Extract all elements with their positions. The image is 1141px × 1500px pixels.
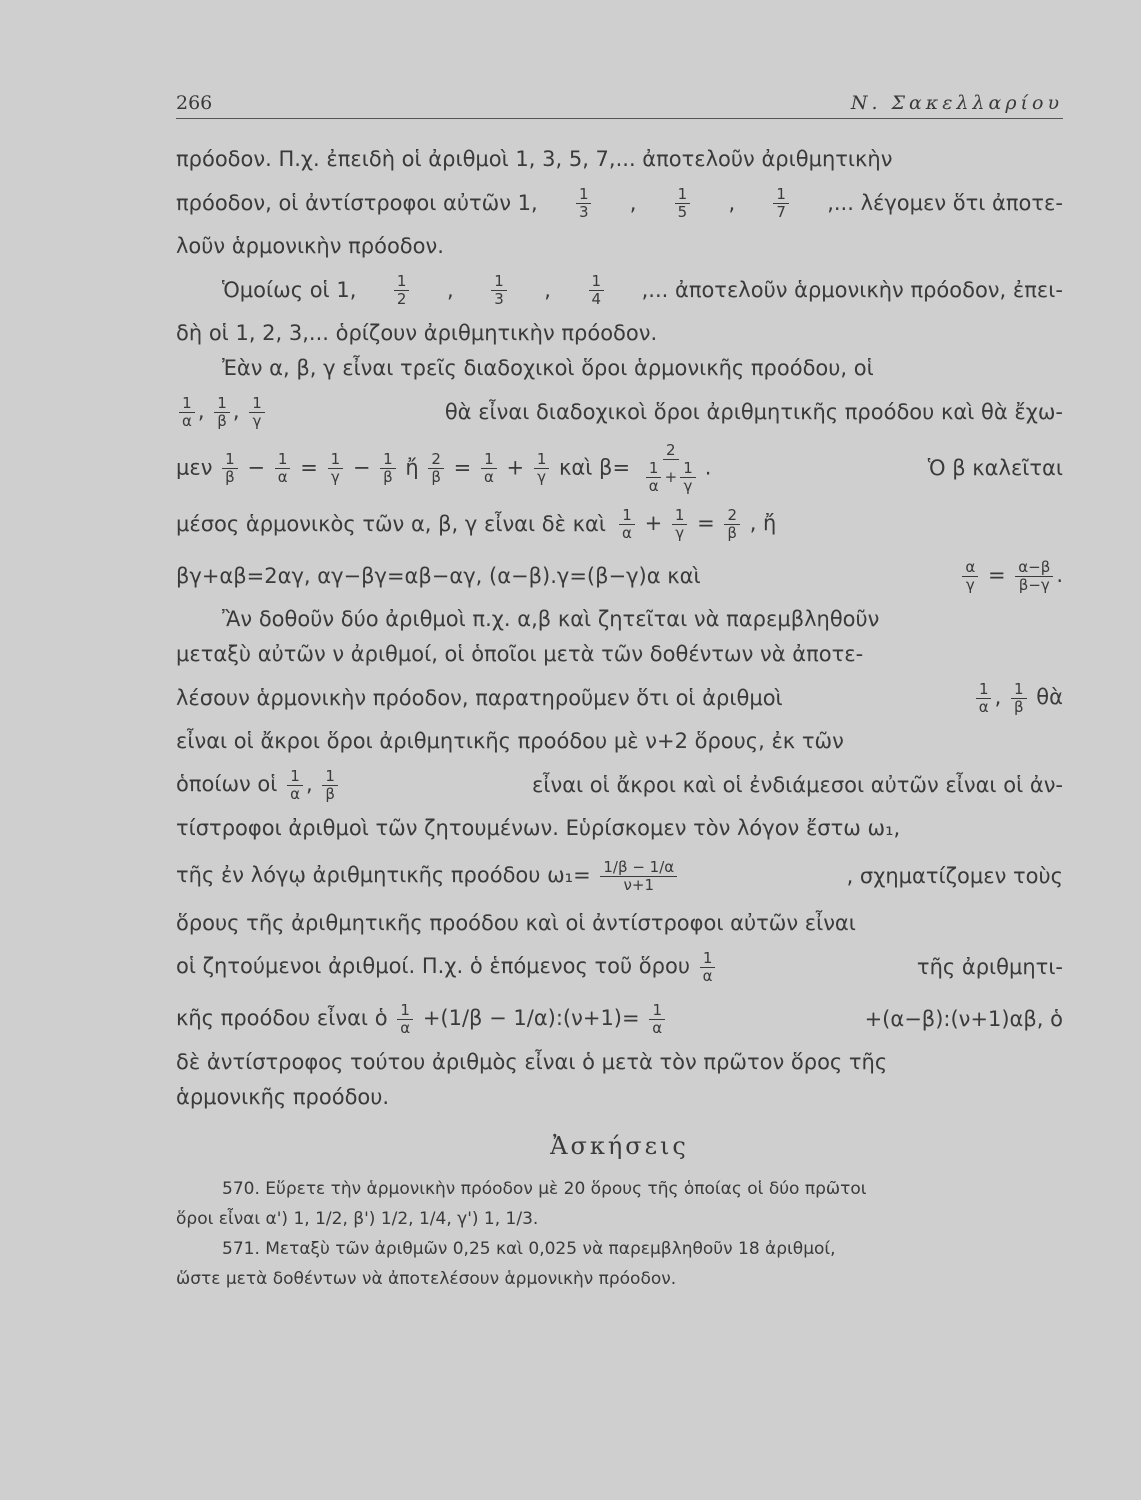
section-heading: Ἀσκήσεις	[550, 1132, 689, 1160]
fraction: $\frac{1/\beta - 1/\alpha}{\nu+1}$	[600, 859, 677, 894]
text-line: δὴ οἱ 1, 2, 3,... ὁρίζουν ἀριθμητικὴν πρόοδον.	[176, 321, 658, 345]
text-line: λέσουν ἁρμονικὴν πρόοδον, παρατηροῦμεν ὅτι οἱ ἀριθμοὶ $\frac{1}{\alpha}$ , $\frac{1}{\beta}$ θὰ	[176, 679, 1063, 716]
text-line: οἱ ζητούμενοι ἀριθμοί. Π.χ. ὁ ἑπόμενος τοῦ ὅρου $\frac{1}{\alpha}$ τῆς ἀριθμητι-	[176, 948, 1063, 985]
fraction: $\frac{1}{\alpha}$	[976, 681, 992, 716]
text-line: τῆς ἐν λόγῳ ἀριθμητικῆς προόδου ω₁= $\frac{1/\beta - 1/\alpha}{\nu+1}$ , σχηματίζομεν τοὺς	[176, 857, 1063, 894]
fraction: $\frac{1}{\beta}$	[222, 451, 238, 486]
fraction: $\frac{1}{\alpha}$	[700, 950, 716, 985]
exercise-line: ὅροι εἶναι α') 1, 1/2, β') 1/2, 1/4, γ') 1, 1/3.	[176, 1209, 539, 1229]
fraction: $\frac{1}{\beta}$	[322, 768, 338, 803]
text-line: μεν $\frac{1}{\beta}$ − $\frac{1}{\alpha}$ = $\frac{1}{\gamma}$ − $\frac{1}{\beta}$ ἤ $\frac{2}{\beta}$ = $\frac{1}{\alpha}$ + $\frac{1}{\gamma}$ καὶ β= 2 $\frac{1}{\alpha}$ + $\frac{1}{\gamma}$ . Ὁ β καλεῖται	[176, 440, 1063, 495]
text-line: ὅρους τῆς ἀριθμητικῆς προόδου καὶ οἱ ἀντίστροφοι αὐτῶν εἶναι	[176, 911, 856, 935]
text-line: πρόοδον, οἱ ἀντίστροφοι αὐτῶν 1, $\frac{1}{3}$ , $\frac{1}{5}$ , $\frac{1}{7}$ ,... λέγομεν ὅτι ἀποτε-	[176, 184, 1063, 221]
fraction: $\frac{2}{\beta}$	[428, 451, 444, 486]
text-line: κῆς προόδου εἶναι ὁ $\frac{1}{\alpha}$ +(1/β − 1/α):(ν+1)= $\frac{1}{\alpha}$ +(α−β):(ν+1)αβ, ὁ	[176, 1000, 1063, 1037]
text-line: δὲ ἀντίστροφος τούτου ἀριθμὸς εἶναι ὁ μετὰ τὸν πρῶτον ὅρος τῆς	[176, 1050, 888, 1074]
fraction: $\frac{1}{\beta}$	[1011, 681, 1027, 716]
fraction: $\frac{1}{\alpha}$	[287, 768, 303, 803]
fraction: $\frac{1}{\gamma}$	[534, 451, 550, 486]
text-line: λοῦν ἁρμονικὴν πρόοδον.	[176, 234, 444, 258]
text-line: πρόοδον. Π.χ. ἐπειδὴ οἱ ἀριθμοὶ 1, 3, 5, 7,... ἀποτελοῦν ἀριθμητικὴν	[176, 147, 893, 171]
text-line: βγ+αβ=2αγ, αγ−βγ=αβ−αγ, (α−β).γ=(β−γ)α καὶ $\frac{\alpha}{\gamma}$ = $\frac{\alpha-\beta}{\beta-\gamma}$ .	[176, 557, 1063, 594]
fraction: $\frac{1}{\alpha}$	[619, 507, 635, 542]
fraction: 2 $\frac{1}{\alpha}$ + $\frac{1}{\gamma}$	[640, 442, 702, 495]
text-line: Ἂν δοθοῦν δύο ἀριθμοὶ π.χ. α,β καὶ ζητεῖται νὰ παρεμβληθοῦν	[222, 607, 880, 631]
fraction: $\frac{1}{2}$	[394, 273, 410, 308]
fraction: $\frac{1}{7}$	[773, 186, 789, 221]
body-text	[176, 142, 1063, 1294]
fraction: $\frac{1}{\gamma}$	[672, 507, 688, 542]
fraction: $\frac{1}{\alpha}$	[649, 1002, 665, 1037]
fraction: $\frac{1}{\alpha}$	[481, 451, 497, 486]
fraction: $\frac{1}{\beta}$	[380, 451, 396, 486]
text-line: Ἐὰν α, β, γ εἶναι τρεῖς διαδοχικοὶ ὅροι ἁρμονικῆς προόδου, οἱ	[222, 356, 874, 380]
text-line: εἶναι οἱ ἄκροι ὅροι ἀριθμητικῆς προόδου μὲ ν+2 ὅρους, ἐκ τῶν	[176, 729, 844, 753]
text-line: ἁρμονικῆς προόδου.	[176, 1085, 390, 1109]
fraction: $\frac{1}{4}$	[589, 273, 605, 308]
text-line: μέσος ἁρμονικὸς τῶν α, β, γ εἶναι δὲ καὶ $\frac{1}{\alpha}$ + $\frac{1}{\gamma}$ = $\frac{2}{\beta}$ , ἤ	[176, 505, 777, 542]
text-line: ὁποίων οἱ $\frac{1}{\alpha}$ , $\frac{1}{\beta}$ εἶναι οἱ ἄκροι καὶ οἱ ἐνδιάμεσοι αὐτῶν εἶναι οἱ ἀν-	[176, 766, 1063, 803]
exercises	[176, 1174, 1063, 1294]
page-header	[176, 88, 1063, 119]
fraction: $\frac{1}{3}$	[491, 273, 507, 308]
text-line: μεταξὺ αὐτῶν ν ἀριθμοί, οἱ ὁποῖοι μετὰ τῶν δοθέντων νὰ ἀποτε-	[176, 642, 864, 666]
fraction: $\frac{1}{3}$	[576, 186, 592, 221]
fraction: $\frac{\alpha-\beta}{\beta-\gamma}$	[1015, 559, 1053, 594]
exercise-line: 570. Εὕρετε τὴν ἁρμονικὴν πρόοδον μὲ 20 ὅρους τῆς ὁποίας οἱ δύο πρῶτοι	[222, 1179, 867, 1199]
running-author: Ν. Σακελλαρίου	[850, 92, 1063, 114]
fraction: $\frac{1}{\alpha}$	[179, 395, 195, 430]
fraction: $\frac{1}{\beta}$	[214, 395, 230, 430]
exercise-line: 571. Μεταξὺ τῶν ἀριθμῶν 0,25 καὶ 0,025 νὰ παρεμβληθοῦν 18 ἀριθμοί,	[222, 1239, 836, 1259]
exercise-line: ὥστε μετὰ δοθέντων νὰ ἀποτελέσουν ἁρμονικὴν πρόοδον.	[176, 1269, 677, 1289]
fraction: $\frac{1}{\gamma}$	[249, 395, 265, 430]
fraction: $\frac{2}{\beta}$	[724, 507, 740, 542]
text-line: $\frac{1}{\alpha}$ , $\frac{1}{\beta}$ , $\frac{1}{\gamma}$ θὰ εἶναι διαδοχικοὶ ὅροι ἀριθμητικῆς προόδου καὶ θὰ ἔχω-	[176, 386, 1063, 438]
fraction: $\frac{1}{\alpha}$	[275, 451, 291, 486]
page-number: 266	[176, 92, 213, 114]
text-line: Ὁμοίως οἱ 1, $\frac{1}{2}$ , $\frac{1}{3}$ , $\frac{1}{4}$ ,... ἀποτελοῦν ἁρμονικὴν πρόοδον, ἐπει-	[222, 271, 1063, 308]
fraction: $\frac{1}{\gamma}$	[328, 451, 344, 486]
fraction: $\frac{\alpha}{\gamma}$	[962, 559, 978, 594]
fraction: $\frac{1}{\alpha}$	[397, 1002, 413, 1037]
fraction: $\frac{1}{5}$	[675, 186, 691, 221]
text-line: τίστροφοι ἀριθμοὶ τῶν ζητουμένων. Εὑρίσκομεν τὸν λόγον ἔστω ω₁,	[176, 816, 901, 840]
